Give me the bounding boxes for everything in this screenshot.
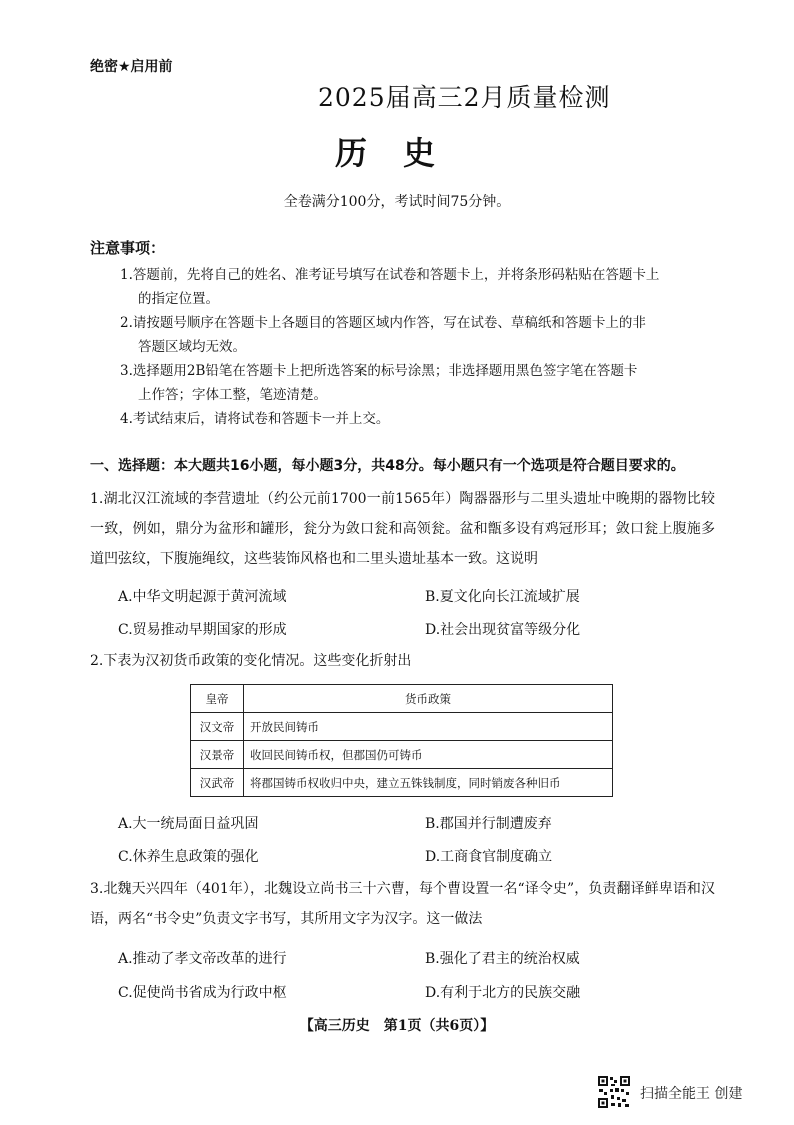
note-line: 4.考试结束后，请将试卷和答题卡一并上交。 bbox=[120, 411, 390, 427]
table-cell: 汉武帝 bbox=[191, 769, 244, 797]
confidential-label: 绝密★启用前 bbox=[90, 59, 173, 75]
note-line: 上作答；字体工整，笔迹清楚。 bbox=[138, 387, 327, 403]
scanner-watermark: 扫描全能王 创建 bbox=[640, 1086, 743, 1102]
section-heading: 一、选择题：本大题共16小题，每小题3分，共48分。每小题只有一个选项是符合题目要求的。 bbox=[90, 458, 685, 474]
table-cell: 汉景帝 bbox=[191, 741, 244, 769]
question-2-option-d: D.工商食官制度确立 bbox=[425, 849, 553, 865]
table-cell: 汉文帝 bbox=[191, 713, 244, 741]
question-1-stem: 1.湖北汉江流域的李营遗址（约公元前1700一前1565年）陶器器形与二里头遗址中晚期的器物比较一致，例如，鼎分为盆形和罐形，瓮分为敛口瓮和高领瓮。盆和甑多设有鸡冠形耳；敛口瓮上腹施多道凹弦纹，下腹施绳纹，这些装饰风格也和二里头遗址基本一致。这说明 bbox=[90, 491, 715, 567]
exam-title: 2025届高三2月质量检测 bbox=[318, 83, 611, 112]
exam-meta: 全卷满分100分，考试时间75分钟。 bbox=[283, 194, 511, 210]
question-2-option-a: A.大一统局面日益巩固 bbox=[118, 816, 259, 832]
currency-policy-table bbox=[190, 684, 613, 797]
table-cell: 开放民间铸币 bbox=[244, 713, 613, 741]
subject-title: 历史 bbox=[335, 134, 472, 172]
qr-code-icon bbox=[597, 1075, 631, 1109]
note-line: 的指定位置。 bbox=[138, 291, 219, 307]
table-header-cell: 货币政策 bbox=[244, 685, 613, 713]
question-3-option-a: A.推动了孝文帝改革的进行 bbox=[118, 951, 287, 967]
question-1-option-a: A.中华文明起源于黄河流域 bbox=[118, 589, 287, 605]
table-row bbox=[191, 713, 613, 741]
question-3-stem: 3.北魏天兴四年（401年），北魏设立尚书三十六曹，每个曹设置一名“译令史”，负责翻译鲜卑语和汉语，两名“书令史”负责文字书写，其所用文字为汉字。这一做法 bbox=[90, 881, 715, 927]
question-2-option-c: C.休养生息政策的强化 bbox=[118, 849, 259, 865]
note-line: 答题区域均无效。 bbox=[138, 339, 246, 355]
question-1-option-b: B.夏文化向长江流域扩展 bbox=[425, 589, 580, 605]
note-item bbox=[120, 359, 710, 407]
table-cell: 收回民间铸币权，但郡国仍可铸币 bbox=[244, 741, 613, 769]
question-1-option-d: D.社会出现贫富等级分化 bbox=[425, 622, 581, 638]
note-line: 2.请按题号顺序在答题卡上各题目的答题区域内作答，写在试卷、草稿纸和答题卡上的非 bbox=[120, 315, 646, 331]
question-3-option-b: B.强化了君主的统治权威 bbox=[425, 951, 580, 967]
note-item bbox=[120, 311, 710, 359]
question-2-stem: 2.下表为汉初货币政策的变化情况。这些变化折射出 bbox=[90, 653, 412, 669]
table-row bbox=[191, 741, 613, 769]
table-header-row bbox=[191, 685, 613, 713]
table-row bbox=[191, 769, 613, 797]
table-cell: 将郡国铸币权收归中央，建立五铢钱制度，同时销废各种旧币 bbox=[244, 769, 613, 797]
note-item bbox=[120, 263, 710, 311]
question-3-option-d: D.有利于北方的民族交融 bbox=[425, 985, 581, 1001]
note-item bbox=[120, 407, 710, 431]
notes-title: 注意事项： bbox=[90, 239, 166, 257]
question-3-option-c: C.促使尚书省成为行政中枢 bbox=[118, 985, 287, 1001]
question-2-option-b: B.郡国并行制遭废弃 bbox=[425, 816, 552, 832]
table-header-cell: 皇帝 bbox=[191, 685, 244, 713]
note-line: 3.选择题用2B铅笔在答题卡上把所选答案的标号涂黑；非选择题用黑色签字笔在答题卡 bbox=[120, 363, 638, 379]
note-line: 1.答题前，先将自己的姓名、准考证号填写在试卷和答题卡上，并将条形码粘贴在答题卡上 bbox=[120, 267, 660, 283]
question-1-option-c: C.贸易推动早期国家的形成 bbox=[118, 622, 287, 638]
page-footer: 【高三历史 第1页（共6页）】 bbox=[299, 1018, 495, 1034]
